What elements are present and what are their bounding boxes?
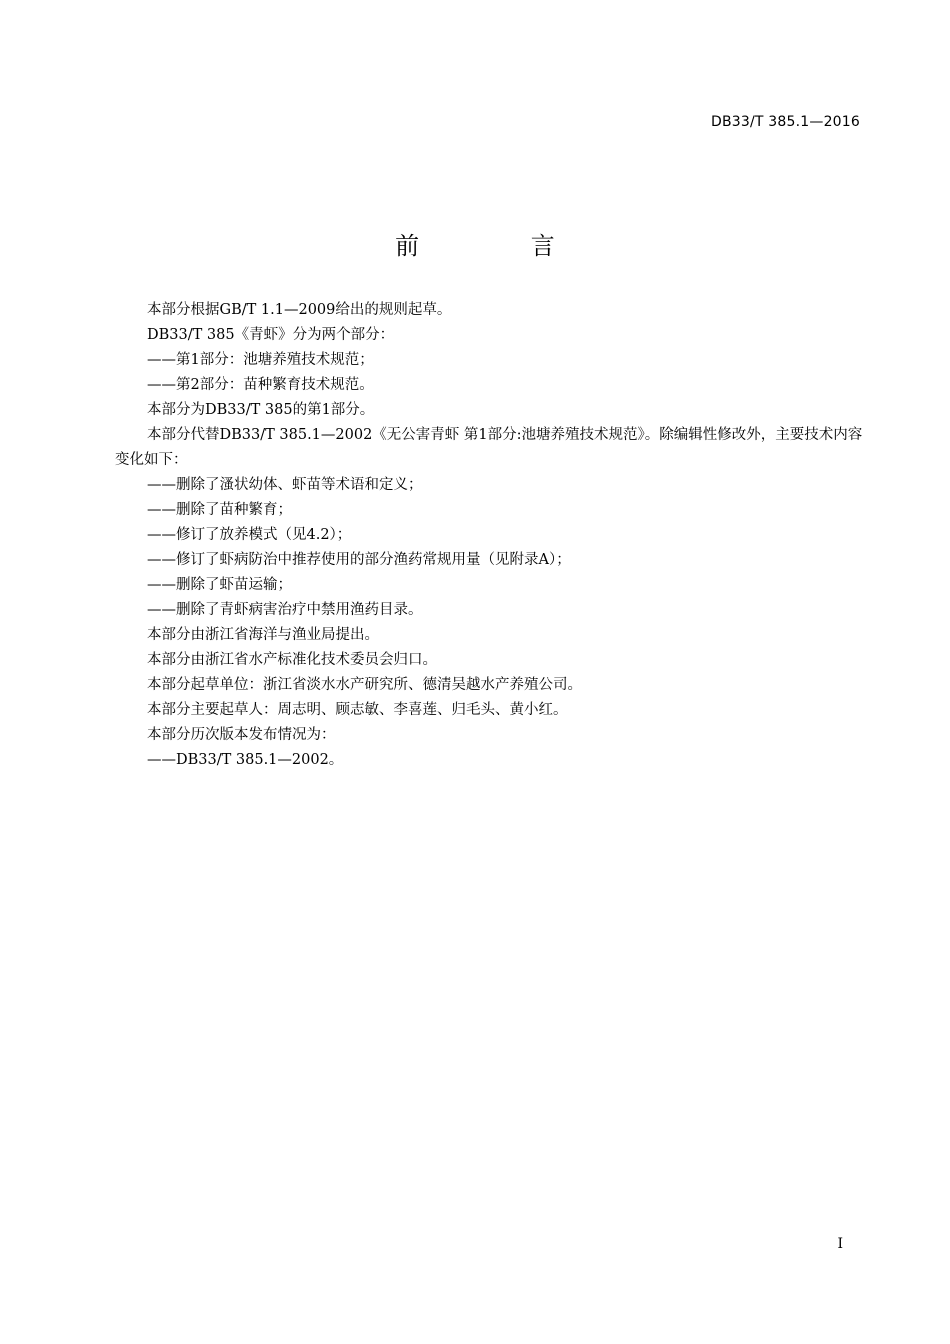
change-item-5: ——删除了虾苗运输； [147,577,292,593]
change-item-3: ——修订了放养模式（见4.2）； [147,527,352,543]
history-item-1: ——DB33/T 385.1—2002。 [147,752,344,768]
foreword-body [115,298,865,773]
page-number: I [837,1236,843,1252]
list-item-part2: ——第2部分：苗种繁育技术规范。 [147,377,374,393]
paragraph-3: 本部分为DB33/T 385的第1部分。 [147,402,375,418]
change-item-4: ——修订了虾病防治中推荐使用的部分渔药常规用量（见附录A）； [147,552,571,568]
paragraph-drafting-units: 本部分起草单位：浙江省淡水水产研究所、德清吴越水产养殖公司。 [147,677,582,693]
paragraph-history: 本部分历次版本发布情况为： [147,727,336,743]
paragraph-1: 本部分根据GB/T 1.1—2009给出的规则起草。 [147,302,452,318]
change-item-6: ——删除了青虾病害治疗中禁用渔药目录。 [147,602,423,618]
paragraph-proposer: 本部分由浙江省海洋与渔业局提出。 [147,627,379,643]
change-item-2: ——删除了苗种繁育； [147,502,292,518]
paragraph-replacement: 本部分代替DB33/T 385.1—2002《无公害青虾 第1部分:池塘养殖技术规范》。除编辑性修改外，主要技术内容变化如下： [115,427,863,468]
page-title: 前 言 [395,232,607,261]
change-item-1: ——删除了溞状幼体、虾苗等术语和定义； [147,477,423,493]
list-item-part1: ——第1部分：池塘养殖技术规范； [147,352,374,368]
document-code: DB33/T 385.1—2016 [710,114,860,130]
paragraph-drafters: 本部分主要起草人：周志明、顾志敏、李喜莲、归毛头、黄小红。 [147,702,568,718]
paragraph-2: DB33/T 385《青虾》分为两个部分： [147,327,395,343]
paragraph-committee: 本部分由浙江省水产标准化技术委员会归口。 [147,652,437,668]
